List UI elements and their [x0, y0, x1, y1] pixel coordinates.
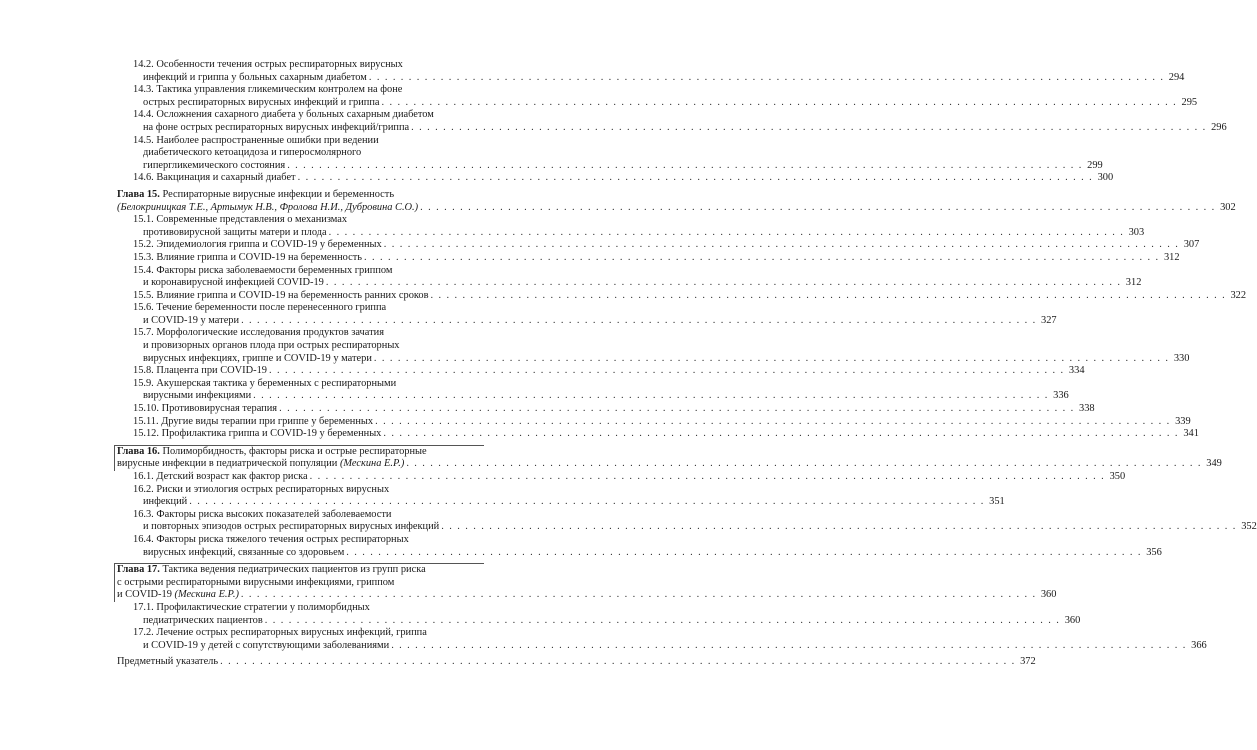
chapter-title-text: Тактика ведения педиатрических пациентов из групп риска [162, 564, 426, 576]
toc-entry-line: инфекций и гриппа у больных сахарным диабетом [143, 71, 367, 83]
toc-section-entry [133, 428, 1199, 441]
page-number: 352 [1241, 521, 1257, 533]
chapter-label: Глава 16. [117, 445, 160, 457]
toc-section-entry [133, 377, 1069, 403]
toc-entry-line: 14.2. Особенности течения острых респираторных вирусных [133, 59, 403, 70]
dot-leader [420, 202, 1216, 215]
page-number: 356 [1146, 546, 1162, 558]
toc-entry-line: 15.8. Плацента при COVID-19 [133, 365, 267, 377]
dot-leader [329, 227, 1125, 240]
toc-entry-line: и провизорных органов плода при острых респираторных [143, 340, 400, 352]
toc-section-entry [133, 59, 1185, 84]
dot-leader [431, 290, 1227, 303]
toc-entry-last-line [133, 365, 1085, 378]
page-number: 338 [1079, 403, 1095, 415]
toc-entry-line: 15.5. Влияние гриппа и COVID-19 на беременность ранних сроков [133, 289, 429, 301]
toc-entry-last-line [133, 251, 1180, 265]
chapter-title-line [117, 446, 484, 459]
table-of-contents [117, 59, 1257, 669]
toc-entry-last-line [133, 428, 1199, 441]
dot-leader [391, 640, 1187, 653]
toc-entry-line: 14.3. Тактика управления гликемическим контролем на фоне [133, 84, 403, 96]
dot-leader [411, 122, 1207, 135]
toc-entry-line: гипергликемического состояния [143, 159, 286, 171]
page-number: 360 [1040, 589, 1057, 601]
dot-leader [220, 656, 1016, 669]
toc-entry-line: и коронавирусной инфекцией COVID-19 [143, 277, 324, 289]
chapter-authors-line [117, 201, 1236, 215]
toc-entry-line: вирусных инфекциях, гриппе и COVID-19 у матери [143, 352, 372, 364]
page-number: 322 [1230, 289, 1247, 301]
toc-entry-line: диабетического кетоацидоза и гиперосмолярного [143, 147, 362, 159]
dot-leader [269, 365, 1065, 378]
toc-section-entry [133, 533, 1162, 559]
chapter-title-text: с острыми респираторными вирусными инфекциями, гриппом [117, 576, 395, 588]
toc-entry-line: 15.6. Течение беременности после перенесенного гриппа [133, 302, 387, 314]
toc-entry-line: 16.2. Риски и этиология острых респираторных вирусных [133, 483, 390, 495]
dot-leader [241, 589, 1037, 602]
page-number: 312 [1163, 251, 1180, 263]
toc-section-entry [133, 302, 1057, 327]
page-number: 303 [1128, 226, 1145, 238]
chapter-title-text: вирусные инфекции в педиатрической популяции [117, 458, 338, 470]
toc-entry-last-line [133, 96, 1198, 110]
toc-entry-line: 15.1. Современные представления о механизмах [133, 214, 348, 226]
toc-section-entry [133, 172, 1114, 185]
toc-entry-line: вирусными инфекциями [143, 390, 252, 402]
toc-index-entry [117, 656, 1036, 669]
toc-chapter-entry [114, 563, 1057, 602]
toc-entry-last-line [133, 390, 1069, 403]
dot-leader [369, 72, 1165, 85]
toc-entry-last-line [133, 226, 1145, 240]
toc-section-entry [133, 471, 1126, 484]
toc-entry-line: инфекций [143, 496, 188, 508]
page-number: 312 [1125, 277, 1142, 289]
toc-entry-line: и COVID-19 у детей с сопутствующими заболеваниями [143, 639, 390, 651]
dot-leader [364, 252, 1160, 265]
page-number: 327 [1041, 314, 1057, 326]
toc-entry-last-line [133, 277, 1142, 290]
toc-section-entry [133, 601, 1081, 627]
toc-section-entry [133, 627, 1207, 652]
dot-leader [265, 615, 1061, 628]
dot-leader [279, 403, 1075, 416]
toc-entry-last-line [133, 496, 1005, 509]
chapter-authors: (Мескина Е.Р.) [174, 589, 239, 601]
dot-leader [310, 471, 1106, 484]
toc-section-entry [133, 327, 1190, 365]
toc-entry-line: 16.1. Детский возраст как фактор риска [133, 471, 308, 482]
dot-leader [326, 277, 1122, 290]
chapter-title-line [117, 577, 484, 590]
toc-entry-line: противовирусной защиты матери и плода [143, 226, 327, 238]
toc-entry-line: 16.3. Факторы риска высоких показателей заболеваемости [133, 508, 392, 520]
dot-leader [374, 353, 1170, 366]
toc-entry-line: 15.9. Акушерская тактика у беременных с респираторными [133, 377, 397, 389]
toc-chapter-entry [117, 188, 1236, 214]
page-number: 339 [1175, 415, 1191, 427]
chapter-title-line [117, 189, 484, 202]
toc-entry-last-line [133, 172, 1114, 185]
page-number: 330 [1173, 352, 1190, 364]
toc-entry-line: 15.3. Влияние гриппа и COVID-19 на беременность [133, 251, 363, 263]
chapter-authors: (Мескина Е.Р.) [339, 458, 405, 470]
chapter-title-line [117, 564, 484, 577]
dot-leader [241, 315, 1037, 328]
toc-entry-line: и повторных эпизодов острых респираторных вирусных инфекций [143, 521, 440, 533]
toc-entry-last-line [133, 403, 1095, 416]
toc-section-entry [133, 109, 1227, 134]
toc-section-entry [133, 84, 1198, 109]
toc-entry-line: 15.10. Противовирусная терапия [133, 403, 278, 415]
toc-entry-line: 15.4. Факторы риска заболеваемости беременных гриппом [133, 264, 393, 276]
toc-entry-last-line [133, 415, 1191, 429]
dot-leader [382, 97, 1178, 110]
toc-entry-line: и COVID-19 у матери [143, 314, 240, 326]
dot-leader [384, 239, 1180, 252]
toc-section-entry [133, 134, 1103, 173]
page-number: 334 [1068, 365, 1085, 377]
toc-section-entry [133, 483, 1005, 509]
toc-entry-line: 15.2. Эпидемиология гриппа и COVID-19 у беременных [133, 239, 382, 251]
toc-section-entry [133, 403, 1095, 416]
dot-leader [383, 428, 1179, 441]
chapter-title-text: Респираторные вирусные инфекции и беременность [162, 188, 395, 200]
toc-section-entry [133, 214, 1145, 239]
dot-leader [189, 496, 985, 509]
toc-entry-line: 14.6. Вакцинация и сахарный диабет [133, 172, 296, 184]
page-number: 341 [1183, 428, 1199, 440]
page-number: 295 [1181, 96, 1198, 108]
chapter-title-text: Полиморбидность, факторы риска и острые респираторные [162, 445, 427, 457]
toc-entry-last-line [133, 239, 1200, 252]
chapter-title-last-line [117, 589, 1057, 602]
page-number: 360 [1064, 614, 1081, 626]
dot-leader [406, 458, 1202, 471]
toc-chapter-entry [114, 445, 1222, 471]
dot-leader [253, 390, 1049, 403]
toc-entry-line: 14.4. Осложнения сахарного диабета у больных сахарным диабетом [133, 109, 434, 121]
toc-entry-last-line [133, 546, 1162, 560]
page-number: 307 [1183, 239, 1200, 251]
toc-section-entry [133, 251, 1180, 265]
toc-section-entry [133, 264, 1142, 290]
page-number: 294 [1168, 71, 1185, 83]
toc-entry-line: на фоне острых респираторных вирусных инфекций/гриппа [143, 121, 410, 133]
toc-entry-line: 15.12. Профилактика гриппа и COVID-19 у беременных [133, 428, 382, 440]
toc-entry-last-line [133, 614, 1081, 628]
page-number: 336 [1053, 390, 1069, 402]
toc-entry-last-line [117, 656, 1036, 669]
dot-leader [441, 521, 1237, 534]
dot-leader [346, 547, 1142, 560]
toc-entry-last-line [133, 521, 1257, 534]
chapter-authors: (Белокриницкая Т.Е., Артымук Н.В., Фролова Н.И., Дубровина С.О.) [117, 201, 419, 213]
toc-entry-line: вирусных инфекций, связанные со здоровьем [143, 546, 345, 558]
toc-entry-last-line [133, 289, 1247, 303]
toc-entry-last-line [133, 352, 1190, 366]
toc-entry-line: 16.4. Факторы риска тяжелого течения острых респираторных [133, 533, 409, 545]
toc-entry-line: 17.1. Профилактические стратегии у полиморбидных [133, 601, 370, 613]
toc-entry-line: педиатрических пациентов [143, 614, 263, 626]
chapter-title-text: и COVID-19 [117, 589, 172, 601]
toc-entry-last-line [133, 121, 1227, 135]
chapter-label: Глава 15. [117, 188, 160, 200]
toc-entry-line: 15.11. Другие виды терапии при гриппе у беременных [133, 415, 374, 427]
toc-entry-last-line [133, 471, 1126, 484]
toc-entry-line: 15.7. Морфологические исследования продуктов зачатия [133, 327, 384, 339]
dot-leader [375, 416, 1171, 429]
toc-entry-line: 17.2. Лечение острых респираторных вирусных инфекций, гриппа [133, 627, 427, 639]
page-number: 299 [1087, 159, 1103, 171]
toc-section-entry [133, 415, 1191, 429]
chapter-title-last-line [117, 458, 1222, 471]
toc-entry-line: 14.5. Наиболее распространенные ошибки при ведении [133, 134, 379, 146]
toc-section-entry [133, 508, 1257, 534]
page-number: 366 [1191, 639, 1207, 651]
page-number: 300 [1097, 172, 1114, 184]
toc-section-entry [133, 239, 1200, 252]
toc-entry-last-line [133, 71, 1185, 85]
toc-entry-line: острых респираторных вирусных инфекций и гриппа [143, 96, 380, 108]
dot-leader [298, 172, 1094, 185]
page-number: 349 [1206, 458, 1222, 470]
page-number: 296 [1211, 121, 1227, 133]
dot-leader [287, 160, 1083, 173]
page-number: 351 [989, 496, 1005, 508]
page-number: 302 [1220, 201, 1236, 213]
toc-section-entry [133, 289, 1247, 303]
toc-entry-last-line [133, 159, 1103, 173]
toc-entry-last-line [133, 639, 1207, 653]
page-number: 350 [1109, 471, 1126, 482]
chapter-label: Глава 17. [117, 564, 160, 576]
toc-entry-line: Предметный указатель [117, 656, 219, 668]
toc-section-entry [133, 365, 1085, 378]
page-number: 372 [1020, 656, 1036, 668]
toc-entry-last-line [133, 314, 1057, 328]
